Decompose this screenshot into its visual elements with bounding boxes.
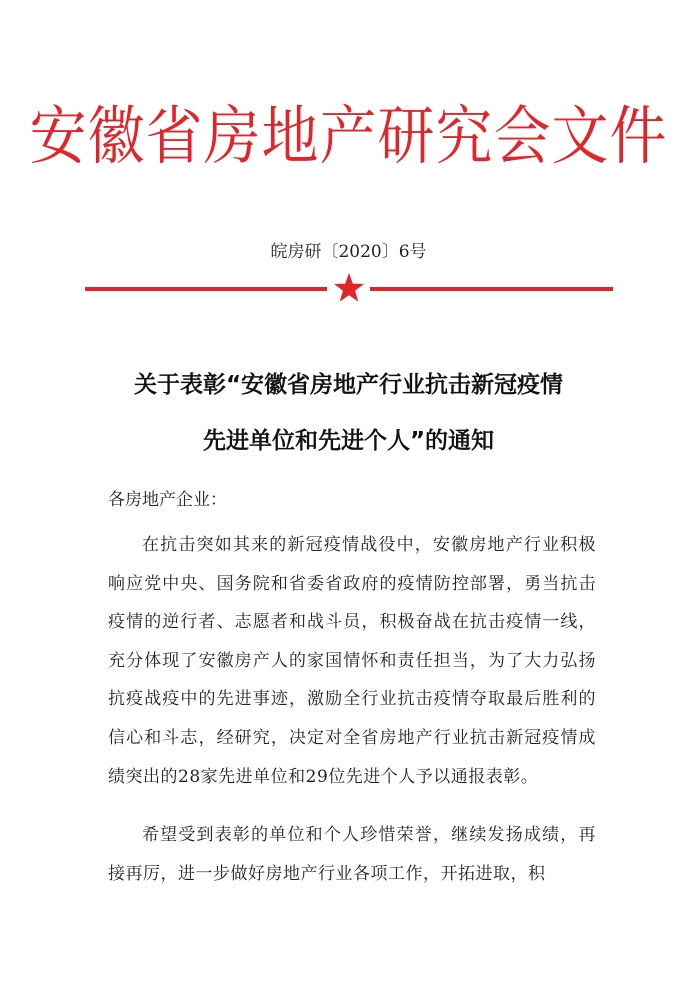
document-header-title: 安徽省房地产研究会文件 — [29, 99, 668, 174]
header-divider-left — [85, 287, 327, 291]
document-number: 皖房研〔2020〕6号 — [270, 242, 427, 262]
body-paragraph-2: 希望受到表彰的单位和个人珍惜荣誉，继续发扬成绩，再接再厉，进一步做好房地产行业各项工作，开拓进取，积 — [108, 825, 596, 884]
notice-title-line-1: 关于表彰“安徽省房地产行业抗击新冠疫情 — [133, 372, 564, 398]
star-icon-graphic — [333, 272, 365, 304]
notice-title-line-2: 先进单位和先进个人”的通知 — [202, 428, 495, 454]
body-paragraph-1: 在抗击突如其来的新冠疫情战役中，安徽房地产行业积极响应党中央、国务院和省委省政府的疫情防控部署，勇当抗击疫情的逆行者、志愿者和战斗员，积极奋战在抗击疫情一线，充分体现了安徽房产人的家国情怀和责任担当，为了大力弘扬抗疫战疫中的先进事迹，激励全行业抗击疫情夺取最后胜利的信心和斗志，经研究，决定对全省房地产行业抗击新冠疫情成绩突出的28家先进单位和29位先进个人予以通报表彰。 — [108, 535, 596, 787]
header-divider-right — [370, 287, 613, 291]
salutation: 各房地产企业： — [108, 490, 227, 510]
star-icon — [333, 272, 365, 304]
